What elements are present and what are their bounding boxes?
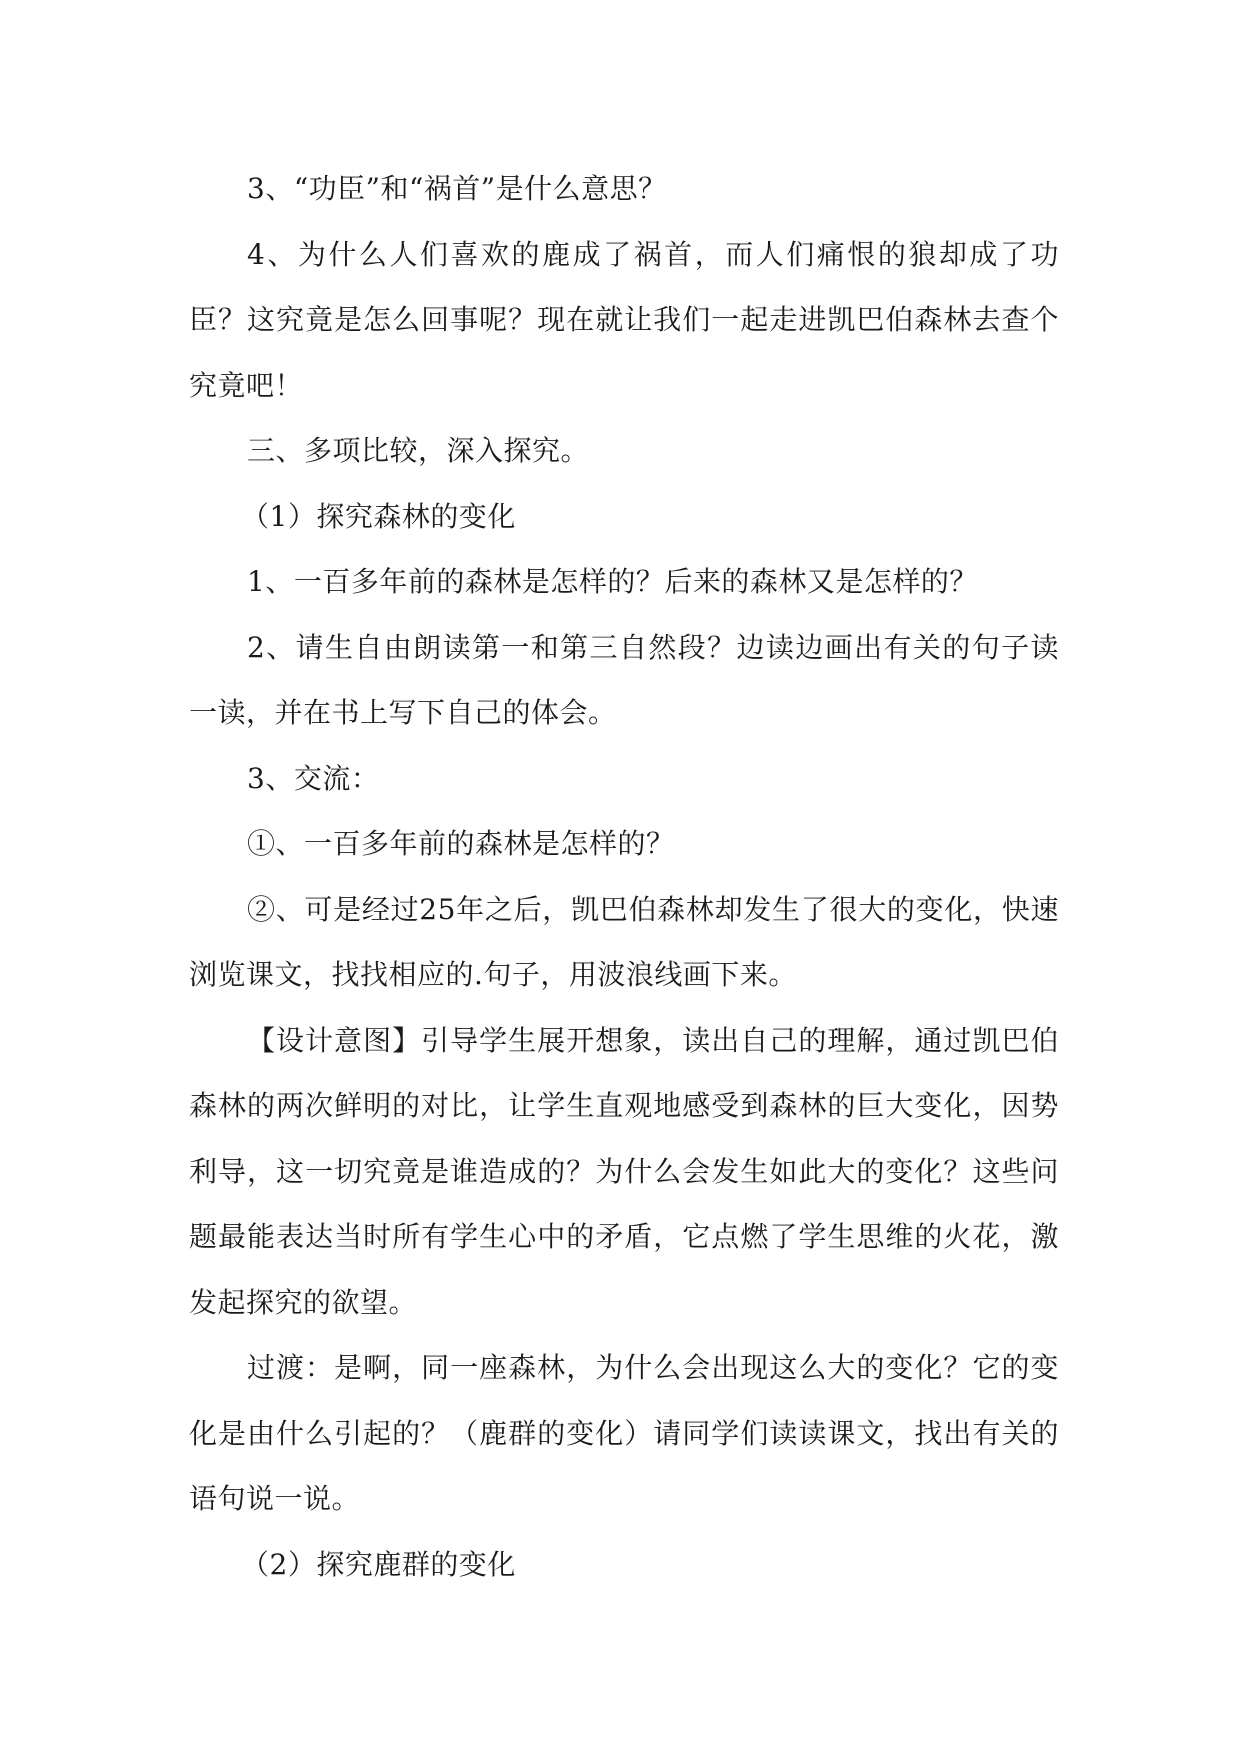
paragraph-circled-2: ②、可是经过25年之后，凯巴伯森林却发生了很大的变化，快速浏览课文，找找相应的.句子，用波浪线画下来。 [189, 892, 1059, 991]
subheading-forest-change: （1）探究森林的变化 [241, 499, 516, 533]
paragraph-design-intent: 【设计意图】引导学生展开想象，读出自己的理解，通过凯巴伯森林的两次鲜明的对比，让学生直观地感受到森林的巨大变化，因势利导，这一切究竟是谁造成的？为什么会发生如此大的变化？这些问题最能表达当时所有学生心中的矛盾，它点燃了学生思维的火花，激发起探究的欲望。 [189, 1023, 1059, 1319]
paragraph-step-3: 3、交流： [247, 761, 380, 795]
paragraph-transition: 过渡：是啊，同一座森林，为什么会出现这么大的变化？它的变化是由什么引起的？（鹿群的变化）请同学们读读课文，找出有关的语句说一说。 [189, 1351, 1059, 1515]
document-body [189, 156, 1059, 1597]
paragraph-step-2: 2、请生自由朗读第一和第三自然段？边读边画出有关的句子读一读，并在书上写下自己的体会。 [189, 630, 1059, 729]
subheading-deer-change: （2）探究鹿群的变化 [241, 1547, 516, 1581]
section-heading-3: 三、多项比较，深入探究。 [247, 434, 590, 467]
paragraph-question-3: 3、“功臣”和“祸首”是什么意思？ [247, 172, 667, 205]
paragraph-circled-1: ①、一百多年前的森林是怎样的？ [247, 827, 675, 860]
paragraph-question-4: 4、为什么人们喜欢的鹿成了祸首，而人们痛恨的狼却成了功臣？这究竟是怎么回事呢？现在就让我们一起走进凯巴伯森林去查个究竟吧！ [189, 237, 1059, 402]
paragraph-step-1: 1、一百多年前的森林是怎样的？后来的森林又是怎样的？ [247, 565, 978, 598]
